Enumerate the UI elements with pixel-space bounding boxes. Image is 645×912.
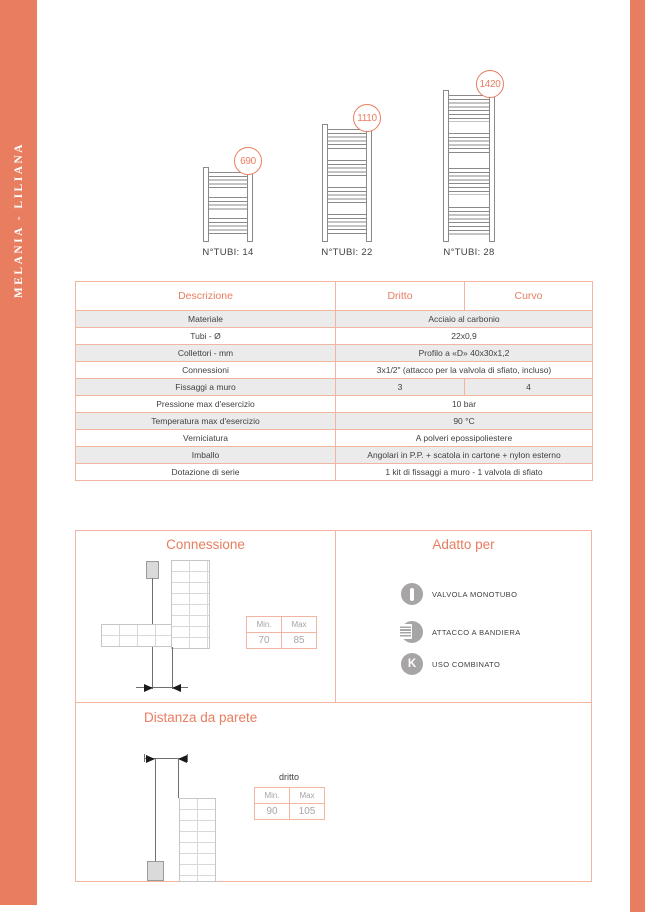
dimension-tick xyxy=(187,754,188,762)
table-row xyxy=(76,464,593,481)
connection-title: Connessione xyxy=(166,537,245,552)
row-label: Tubi - Ø xyxy=(76,328,336,345)
row-value: 10 bar xyxy=(336,396,593,413)
wall-face-line xyxy=(178,758,179,798)
tubes-count-label: N°TUBI: 22 xyxy=(321,247,373,258)
max-value: 85 xyxy=(282,633,317,649)
row-value: A polveri epossipoliestere xyxy=(336,430,593,447)
row-value: 3x1/2" (attacco per la valvola di sfiato, incluso) xyxy=(336,362,593,379)
left-accent-bar xyxy=(0,0,37,905)
tubes-count-label: N°TUBI: 28 xyxy=(443,247,495,258)
table-row xyxy=(76,447,593,464)
flag-connection-icon xyxy=(401,621,423,643)
suitable-item xyxy=(401,583,517,605)
table-row xyxy=(76,430,593,447)
col-header-curvo: Curvo xyxy=(465,282,593,311)
suitable-item xyxy=(401,621,521,643)
max-header: Max xyxy=(290,788,325,804)
tubes-count-label: N°TUBI: 14 xyxy=(202,247,254,258)
col-header-descrizione: Descrizione xyxy=(76,282,336,311)
row-label: Collettori - mm xyxy=(76,345,336,362)
row-label: Fissaggi a muro xyxy=(76,379,336,396)
k-letter-glyph: K xyxy=(407,658,417,670)
spec-header-row xyxy=(76,282,593,311)
radiator-side-tube xyxy=(247,167,253,242)
height-badge: 1110 xyxy=(353,104,381,132)
dimension-tick xyxy=(144,754,145,762)
wall-distance-title: Distanza da parete xyxy=(144,710,258,725)
col-header-dritto: Dritto xyxy=(336,282,465,311)
table-row xyxy=(76,379,593,396)
suitable-item-label: USO COMBINATO xyxy=(432,659,501,669)
suitable-item xyxy=(401,653,500,675)
connection-panel xyxy=(75,530,592,703)
suitable-item-label: ATTACCO A BANDIERA xyxy=(432,627,521,637)
table-row xyxy=(76,413,593,430)
dritto-column-label: dritto xyxy=(278,772,299,782)
row-value: 1 kit di fissaggi a muro - 1 valvola di sfiato xyxy=(336,464,593,481)
radiator-rungs xyxy=(208,172,248,237)
height-badge: 690 xyxy=(234,147,262,175)
row-value-dritto: 3 xyxy=(336,379,465,396)
row-label: Temperatura max d'esercizio xyxy=(76,413,336,430)
connection-section xyxy=(76,531,336,702)
max-value: 105 xyxy=(290,804,325,820)
wall-distance-minmax-table xyxy=(254,787,325,820)
row-value: Profilo a «D» 40x30x1,2 xyxy=(336,345,593,362)
dimension-arrow-icon xyxy=(172,684,181,692)
min-header: Min. xyxy=(247,617,282,633)
suitable-for-title: Adatto per xyxy=(432,537,495,552)
max-header: Max xyxy=(282,617,317,633)
radiator-side-tube xyxy=(366,124,372,242)
radiator-drawing xyxy=(322,112,377,242)
table-row xyxy=(76,311,593,328)
table-row xyxy=(76,362,593,379)
radiator-rungs xyxy=(327,129,367,237)
radiator-rungs xyxy=(448,95,490,237)
radiator-variant-1110 xyxy=(299,112,395,258)
wall-vertical xyxy=(171,560,210,649)
table-row xyxy=(76,345,593,362)
radiator-variant-1420 xyxy=(419,78,519,258)
collection-title: MELANIA - LILIANA xyxy=(12,141,25,299)
ribbed-block-glyph xyxy=(399,624,412,639)
row-value: 90 °C xyxy=(336,413,593,430)
pipe-cap xyxy=(146,561,159,579)
combined-use-icon xyxy=(401,653,423,675)
radiator-side-tube xyxy=(489,90,495,242)
row-value-curvo: 4 xyxy=(465,379,593,396)
min-value: 70 xyxy=(247,633,282,649)
min-value: 90 xyxy=(255,804,290,820)
row-value: Angolari in P.P. + scatola in cartone + nylon esterno xyxy=(336,447,593,464)
min-header: Min. xyxy=(255,788,290,804)
pipe-line xyxy=(155,758,156,862)
wall-horizontal xyxy=(101,624,172,647)
dimension-arrow-icon xyxy=(146,755,155,763)
spec-table xyxy=(75,281,593,481)
wall-vertical xyxy=(179,798,216,882)
table-row xyxy=(76,396,593,413)
right-accent-bar xyxy=(630,0,645,912)
radiator-variant-690 xyxy=(180,155,276,258)
radiator-drawing xyxy=(443,78,501,242)
height-badge: 1420 xyxy=(476,70,504,98)
dimension-arrow-icon xyxy=(144,684,153,692)
table-row xyxy=(76,328,593,345)
row-value: Acciaio al carbonio xyxy=(336,311,593,328)
radiator-drawing xyxy=(203,155,256,242)
row-label: Pressione max d'esercizio xyxy=(76,396,336,413)
suitable-item-label: VALVOLA MONOTUBO xyxy=(432,589,518,599)
row-label: Connessioni xyxy=(76,362,336,379)
row-label: Verniciatura xyxy=(76,430,336,447)
row-label: Imballo xyxy=(76,447,336,464)
row-label: Materiale xyxy=(76,311,336,328)
wall-distance-panel xyxy=(75,702,592,882)
dimension-arrow-icon xyxy=(178,755,187,763)
pipe-cap xyxy=(147,861,164,881)
valve-bar-glyph xyxy=(410,588,414,601)
row-label: Dotazione di serie xyxy=(76,464,336,481)
monotube-valve-icon xyxy=(401,583,423,605)
suitable-for-section xyxy=(336,531,591,702)
row-value: 22x0,9 xyxy=(336,328,593,345)
connection-minmax-table xyxy=(246,616,317,649)
